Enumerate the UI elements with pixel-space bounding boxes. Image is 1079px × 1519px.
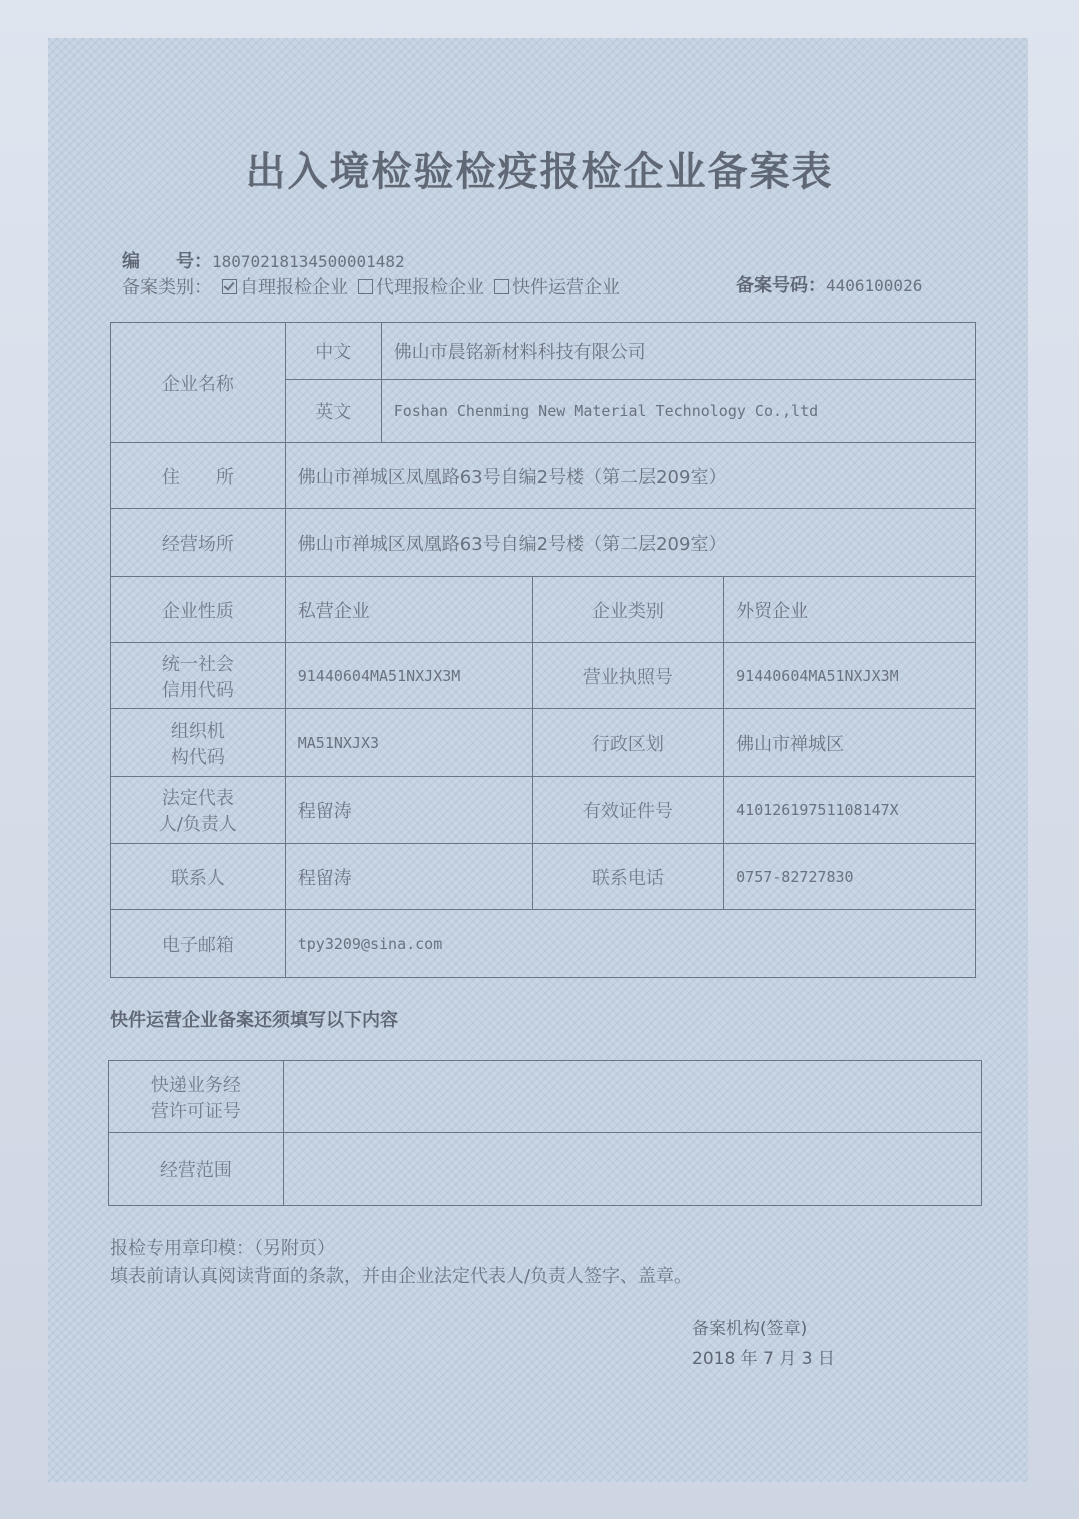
address-label: 住 所	[111, 443, 286, 509]
org-code-label	[111, 709, 286, 777]
legal-rep-value: 程留涛	[285, 777, 532, 844]
company-name-label: 企业名称	[111, 323, 286, 443]
credit-code-value: 91440604MA51NXJX3M	[285, 643, 532, 709]
credit-code-label-line2: 信用代码	[161, 679, 234, 701]
english-label: 英文	[285, 380, 381, 443]
instruction-note: 填表前请认真阅读背面的条款，并由企业法定代表人/负责人签字、盖章。	[110, 1266, 693, 1287]
email-label: 电子邮箱	[111, 910, 286, 978]
express-section-heading: 快件运营企业备案还须填写以下内容	[110, 1010, 398, 1031]
chinese-name-value: 佛山市晨铭新材料科技有限公司	[381, 323, 975, 380]
english-name-value: Foshan Chenming New Material Technology Co.,ltd	[381, 380, 975, 443]
enterprise-category-label: 企业类别	[532, 577, 724, 643]
id-number-value: 41012619751108147X	[724, 777, 976, 844]
enterprise-nature-label: 企业性质	[111, 577, 286, 643]
checkbox-self-declaration[interactable]	[222, 279, 237, 294]
serial-value: 18070218134500001482	[212, 252, 405, 271]
table-row	[111, 709, 976, 777]
category-line	[122, 273, 620, 299]
category-option-express: 快件运营企业	[512, 277, 620, 298]
category-label: 备案类别：	[122, 277, 212, 298]
table-row	[111, 643, 976, 709]
org-code-label-line1: 组织机	[170, 720, 225, 742]
category-option-agent: 代理报检企业	[376, 277, 484, 298]
address-value: 佛山市禅城区凤凰路63号自编2号楼（第二层209室）	[285, 443, 975, 509]
business-scope-label: 经营范围	[109, 1133, 284, 1206]
table-row	[111, 844, 976, 910]
chinese-label: 中文	[285, 323, 381, 380]
express-license-label	[109, 1061, 284, 1133]
legal-rep-label-line2: 人/负责人	[158, 814, 237, 835]
table-row	[111, 323, 976, 380]
express-table	[108, 1060, 982, 1206]
table-row	[111, 509, 976, 577]
contact-phone-value: 0757-82727830	[724, 844, 976, 910]
admin-division-label: 行政区划	[532, 709, 724, 777]
record-number-value: 4406100026	[826, 276, 923, 295]
business-license-label: 营业执照号	[532, 643, 724, 709]
checkbox-agent-declaration[interactable]	[358, 279, 373, 294]
table-row	[109, 1061, 982, 1133]
org-code-value: MA51NXJX3	[285, 709, 532, 777]
enterprise-category-value: 外贸企业	[724, 577, 976, 643]
contact-person-value: 程留涛	[285, 844, 532, 910]
category-option-self: 自理报检企业	[240, 277, 348, 298]
record-number-label: 备案号码：	[736, 275, 826, 296]
registration-table	[110, 322, 976, 978]
id-number-label: 有效证件号	[532, 777, 724, 844]
filing-authority-label: 备案机构(签章)	[692, 1319, 808, 1339]
table-row	[111, 443, 976, 509]
admin-division-value: 佛山市禅城区	[724, 709, 976, 777]
filing-date: 2018 年 7 月 3 日	[692, 1349, 835, 1369]
contact-phone-label: 联系电话	[532, 844, 724, 910]
credit-code-label	[111, 643, 286, 709]
enterprise-nature-value: 私营企业	[285, 577, 532, 643]
table-row	[111, 910, 976, 978]
seal-note: 报检专用章印模：（另附页）	[110, 1238, 335, 1259]
express-license-value[interactable]	[283, 1061, 981, 1133]
checkbox-express-operator[interactable]	[494, 279, 509, 294]
express-license-label-line1: 快递业务经	[150, 1074, 241, 1096]
table-row	[109, 1133, 982, 1206]
business-license-value: 91440604MA51NXJX3M	[724, 643, 976, 709]
org-code-label-line2: 构代码	[170, 746, 225, 768]
business-scope-value[interactable]	[283, 1133, 981, 1206]
business-place-label: 经营场所	[111, 509, 286, 577]
table-row	[111, 777, 976, 844]
table-row	[111, 577, 976, 643]
credit-code-label-line1: 统一社会	[161, 653, 234, 675]
contact-person-label: 联系人	[111, 844, 286, 910]
email-value: tpy3209@sina.com	[285, 910, 975, 978]
serial-label: 编 号：	[122, 251, 212, 272]
business-place-value: 佛山市禅城区凤凰路63号自编2号楼（第二层209室）	[285, 509, 975, 577]
record-number-line	[736, 271, 922, 297]
legal-rep-label-line1: 法定代表	[161, 788, 234, 809]
express-license-label-line2: 营许可证号	[150, 1100, 241, 1122]
legal-rep-label	[111, 777, 286, 844]
serial-number-line	[122, 247, 405, 273]
page-title: 出入境检验检疫报检企业备案表	[245, 149, 834, 195]
